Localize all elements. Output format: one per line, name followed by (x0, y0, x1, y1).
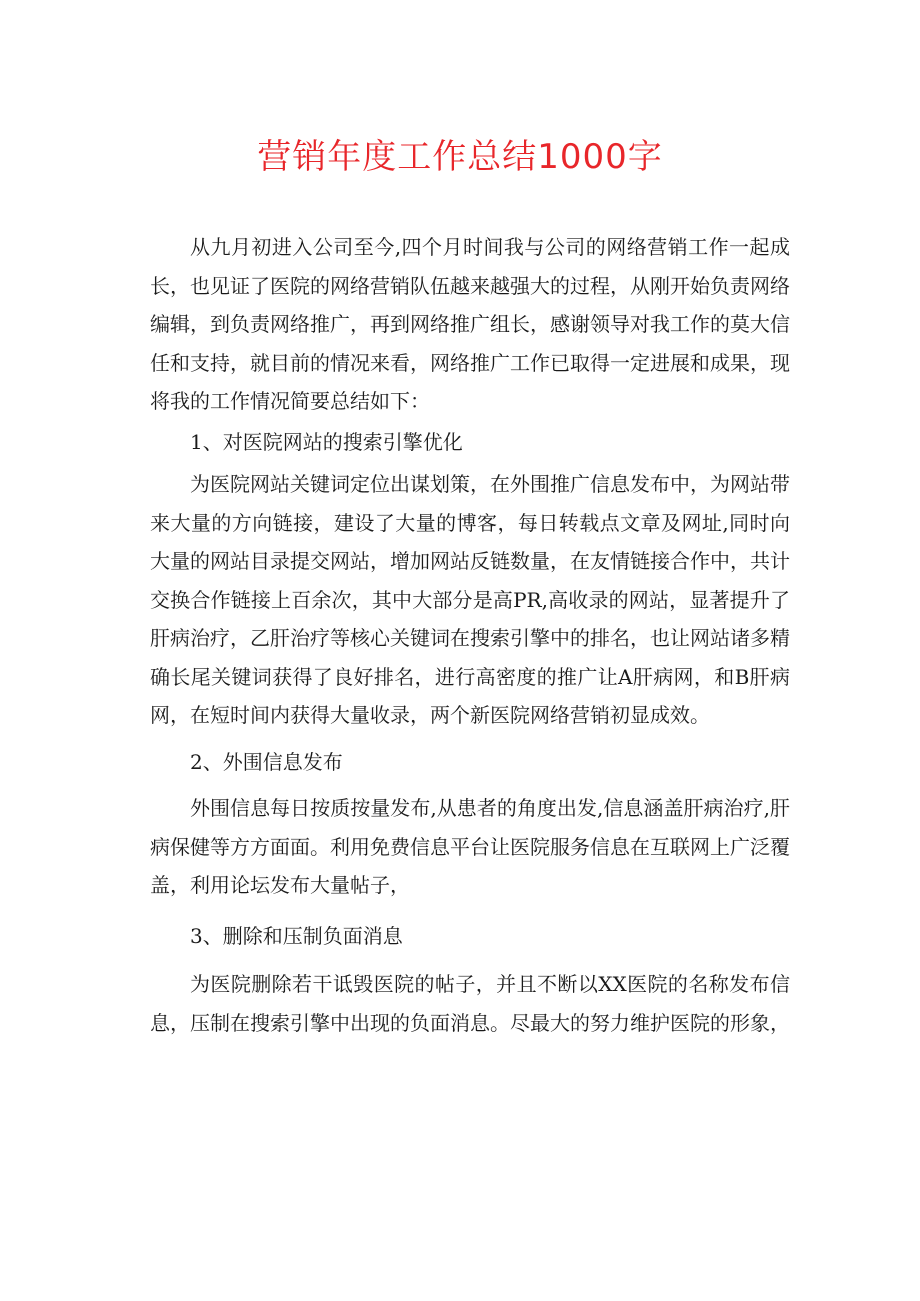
section-heading-1: 1、对医院网站的搜索引擎优化 (190, 429, 463, 454)
section-body-1: 为医院网站关键词定位出谋划策，在外围推广信息发布中，为网站带来大量的方向链接，建设了大量的博客，每日转载点文章及网址,同时向大量的网站目录提交网站，增加网站反链数量，在友情链接合作中，共计交换合作链接上百余次，其中大部分是高PR,高收录的网站，显著提升了肝病治疗，乙肝治疗等核心关键词在搜索引擎中的排名，也让网站诸多精确长尾关键词获得了良好排名，进行高密度的推广让A肝病网，和B肝病网，在短时间内获得大量收录，两个新医院网络营销初显成效。 (150, 472, 790, 727)
section-body-2: 外围信息每日按质按量发布,从患者的角度出发,信息涵盖肝病治疗,肝病保健等方方面面。利用免费信息平台让医院服务信息在互联网上广泛覆盖，利用论坛发布大量帖子， (150, 796, 790, 897)
document-body (150, 228, 790, 1042)
intro-paragraph: 从九月初进入公司至今,四个月时间我与公司的网络营销工作一起成长，也见证了医院的网络营销队伍越来越强大的过程，从刚开始负责网络编辑，到负责网络推广，再到网络推广组长，感谢领导对我工作的莫大信任和支持，就目前的情况来看，网络推广工作已取得一定进展和成果，现将我的工作情况简要总结如下： (150, 235, 790, 413)
section-heading-2: 2、外围信息发布 (190, 749, 343, 774)
section-body-3: 为医院删除若干诋毁医院的帖子，并且不断以XX医院的名称发布信息，压制在搜索引擎中出现的负面消息。尽最大的努力维护医院的形象， (150, 972, 790, 1035)
section-heading-3: 3、删除和压制负面消息 (190, 923, 403, 948)
document-title: 营销年度工作总结1000字 (257, 137, 663, 177)
